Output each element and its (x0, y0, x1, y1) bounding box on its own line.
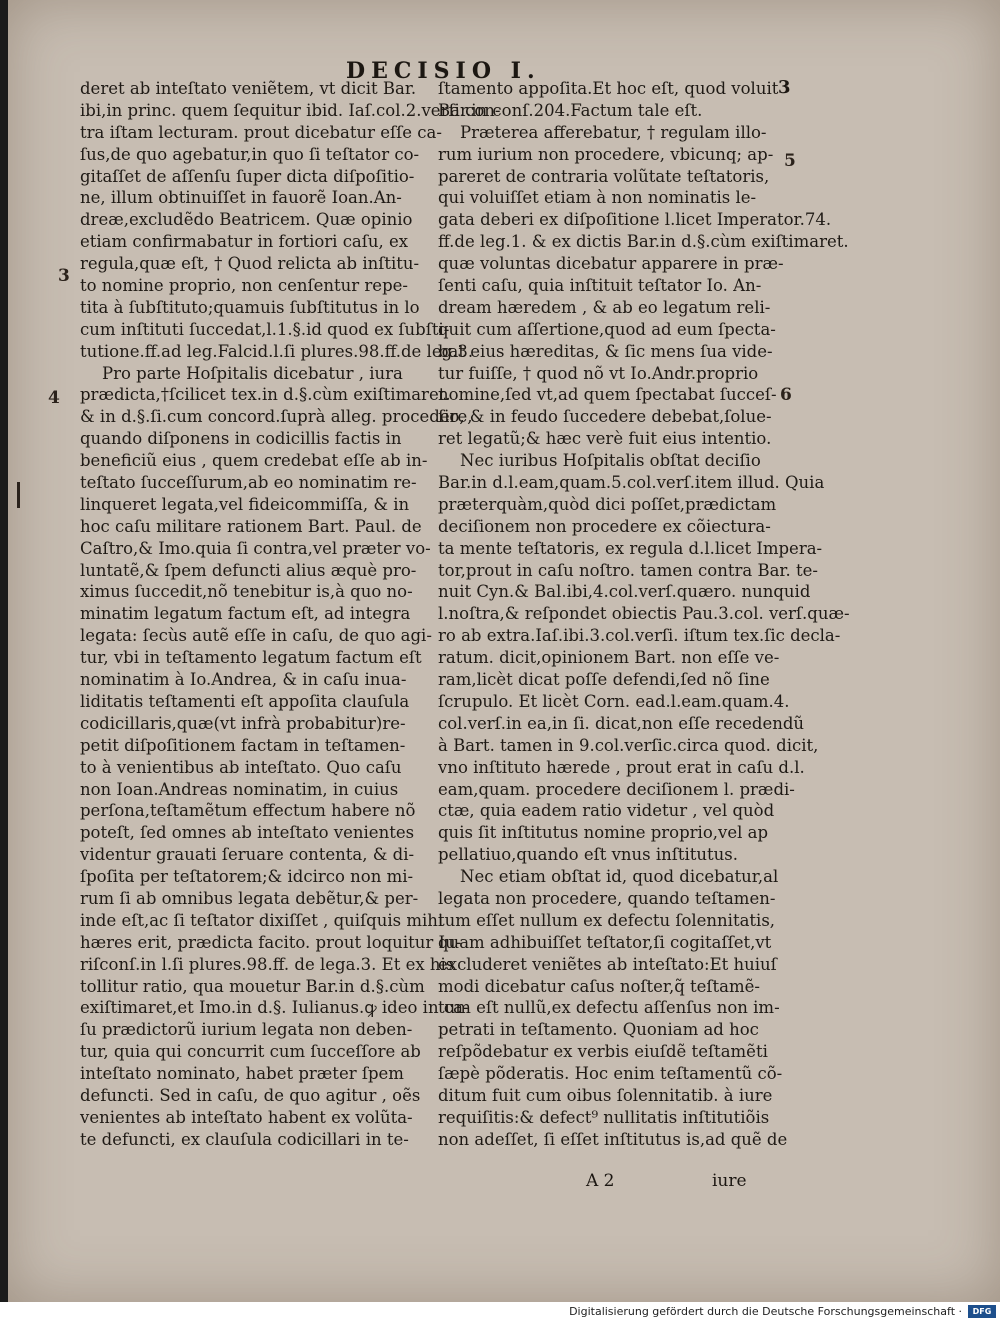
text-line: ximus ſuccedit,nõ tenebitur is,à quo no- (80, 582, 413, 602)
text-line: beneficiũ eius , quem credebat eſſe ab in- (80, 451, 428, 471)
text-line: ratum. dicit,opinionem Bart. non eſſe ve- (438, 648, 780, 668)
text-line: ſcrupulo. Et licèt Corn. ead.l.eam.quam.4. (438, 691, 790, 711)
text-line: ne, illum obtinuiſſet in fauorẽ Ioan.An- (80, 188, 402, 208)
text-line: tra iſtam lecturam. prout dicebatur eſſe ca- (80, 122, 442, 142)
text-line: ro ab extra.Iaſ.ibi.3.col.verſi. iſtum tex.ſic decla- (438, 626, 841, 646)
text-line: tur, vbi in teſtamento legatum factum eſt (80, 648, 422, 668)
page-edge-mark (17, 482, 20, 508)
text-line: nominatim à Io.Andrea, & in caſu inua- (80, 670, 407, 690)
signature-mark: A 2 (586, 1171, 615, 1191)
digitization-footer (0, 1302, 1000, 1321)
text-line: liditatis teſtamenti eſt appoſita clauſula (80, 691, 410, 711)
text-line: petrati in teſtamento. Quoniam ad hoc (438, 1020, 759, 1040)
text-line: tum eſſet nullum ex defectu ſolennitatis, (438, 910, 776, 930)
text-line: legata non procedere, quando teſtamen- (438, 888, 776, 908)
text-line: tollitur ratio, qua mouetur Bar.in d.§.cùm (80, 976, 425, 996)
text-line: inde eſt,ac ſi teſtator dixiſſet , quiſquis mihi (80, 910, 444, 930)
text-line: col.verſ.in ea,in ſi. dicat,non eſſe recedendũ (438, 713, 805, 733)
text-line: eam,quam. procedere deciſionem l. prædi- (438, 779, 795, 799)
text-line: ſu prædictorũ iurium legata non deben- (80, 1020, 413, 1040)
text-line: ret legatũ;& hæc verè fuit eius intentio. (438, 429, 772, 449)
funding-notice: Digitalisierung gefördert durch die Deutsche Forschungsgemeinschaft · (569, 1305, 962, 1318)
text-line: quit cum aſſertione,quod ad eum ſpecta- (438, 319, 776, 339)
text-line: excluderet veniẽtes ab inteſtato:Et huiuſ (438, 954, 777, 974)
text-line: exiſtimaret,et Imo.in d.§. Iulianus.ꝙ ideo in ca- (80, 998, 469, 1018)
text-line: legata: ſecùs autẽ eſſe in caſu, de quo agi- (80, 626, 432, 646)
text-line: pareret de contraria volũtate teſtatoris, (438, 166, 770, 186)
text-line: te defuncti, ex clauſula codicillari in te- (80, 1129, 409, 1149)
text-line: ibi,in princ. quem ſequitur ibid. Iaſ.col.2.verſi.con- (80, 100, 501, 120)
text-line: reſpõdebatur ex verbis eiuſdẽ teſtamẽti (438, 1042, 768, 1062)
text-line: videntur grauati ſeruare contenta, & di- (80, 845, 415, 865)
text-line: rum ſi ab omnibus legata debẽtur,& per- (80, 888, 419, 908)
text-line: non Ioan.Andreas nominatim, in cuius (80, 779, 399, 799)
text-line: præterquàm,quòd dici poſſet,prædictam (438, 494, 777, 514)
text-line: modi dicebatur caſus noſter,q̃ teſtamẽ- (438, 976, 760, 996)
text-line: ſæpè põderatis. Hoc enim teſtamentũ cõ- (438, 1064, 783, 1084)
folio-number: 3 (778, 77, 791, 98)
text-line: to à venientibus ab inteſtato. Quo caſu (80, 757, 402, 777)
text-line: dreæ,excludẽdo Beatricem. Quæ opinio (80, 210, 413, 230)
margin-note-3: 3 (58, 266, 70, 286)
text-line: Bar.in d.l.eam,quam.5.col.verſ.item illud. Quia (438, 473, 825, 493)
text-line: teſtato ſucceſſurum,ab eo nominatim re- (80, 473, 417, 493)
text-line: bat eius hæreditas, & ſic mens ſua vide- (438, 341, 773, 361)
text-line: tor,prout in caſu noſtro. tamen contra Bar. te- (438, 560, 818, 580)
text-line: l.noſtra,& reſpondet obiectis Pau.3.col. verſ.quæ- (438, 604, 850, 624)
text-line: ta mente teſtatoris, ex regula d.l.licet Impera- (438, 538, 823, 558)
text-line: ſenti caſu, quia inſtituit teſtator Io. An- (438, 276, 762, 296)
text-line: quæ voluntas dicebatur apparere in præ- (438, 254, 784, 274)
text-line: poteſt, ſed omnes ab inteſtato venientes (80, 823, 415, 843)
text-line: tum eſt nullũ,ex defectu aſſenſus non im- (438, 998, 780, 1018)
running-header: DECISIO I. (346, 58, 541, 84)
text-line: tita à ſubſtituto;quamuis ſubſtitutus in lo (80, 297, 420, 317)
text-line: gata deberi ex diſpoſitione l.licet Imperator.74. (438, 210, 832, 230)
text-line: hæres erit, prædicta facito. prout loquitur Iu- (80, 932, 462, 952)
text-line: tur fuiſſe, † quod nõ vt Io.Andr.proprio (438, 363, 759, 383)
text-line: codicillaris,quæ(vt infrà probabitur)re- (80, 713, 406, 733)
text-line: non adeſſet, ſi eſſet inſtitutus is,ad quẽ de (438, 1129, 788, 1149)
text-line: hoc caſu militare rationem Bart. Paul. de (80, 516, 422, 536)
text-line: venientes ab inteſtato habent ex volũta- (80, 1107, 413, 1127)
text-line: cum inſtituti ſuccedat,l.1.§.id quod ex ſubſti- (80, 319, 450, 339)
text-line: ram,licèt dicat poſſe defendi,ſed nõ ſine (438, 670, 770, 690)
text-line: ſio, & in feudo ſuccedere debebat,ſolue- (438, 407, 772, 427)
text-line: inteſtato nominato, habet præter ſpem (80, 1064, 404, 1084)
text-line: Præterea afferebatur, † regulam illo- (460, 122, 767, 142)
text-line: prædicta,†ſcilicet tex.in d.§.cùm exiſtimaret. (80, 385, 451, 405)
text-line: à Bart. tamen in 9.col.verſic.circa quod. dicit, (438, 735, 819, 755)
text-line: dream hæredem , & ab eo legatum reli- (438, 297, 771, 317)
right-text-column (438, 78, 850, 1151)
text-line: ditum fuit cum oibus ſolennitatib. à iure (438, 1085, 773, 1105)
text-line: nomine,ſed vt,ad quem ſpectabat ſucceſ- (438, 385, 777, 405)
text-line: deret ab inteſtato veniẽtem, vt dicit Bar. (80, 79, 417, 98)
text-line: vno inſtituto hærede , prout erat in caſu d.l. (438, 757, 805, 777)
text-line: ſtamento appoſita.Et hoc eſt, quod voluit (438, 79, 779, 98)
text-line: requiſitis:& defect⁹ nullitatis inſtitutiõis (438, 1107, 770, 1127)
text-line: Bar.in conſ.204.Factum tale eſt. (438, 100, 703, 120)
text-line: linqueret legata,vel fideicommiſſa, & in (80, 494, 410, 514)
text-line: petit diſpoſitionem factam in teſtamen- (80, 735, 406, 755)
text-line: nuit Cyn.& Bal.ibi,4.col.verſ.quæro. nunquid (438, 582, 811, 602)
text-line: tur, quia qui concurrit cum ſucceſſore ab (80, 1042, 421, 1062)
text-line: etiam confirmabatur in fortiori caſu, ex (80, 232, 409, 252)
catchword: iure (712, 1171, 747, 1191)
text-line: quando diſponens in codicillis factis in (80, 429, 402, 449)
text-line: Nec iuribus Hoſpitalis obſtat deciſio (460, 451, 761, 471)
text-line: Pro parte Hoſpitalis dicebatur , iura (102, 363, 403, 383)
text-line: defuncti. Sed in caſu, de quo agitur , oẽs (80, 1085, 421, 1105)
text-line: Caſtro,& Imo.quia ſi contra,vel præter vo- (80, 538, 431, 558)
text-line: riſconſ.in l.ſi plures.98.ff. de lega.3. Et ex his (80, 954, 455, 974)
text-line: ff.de leg.1. & ex dictis Bar.in d.§.cùm exiſtimaret. (438, 232, 849, 252)
text-line: regula,quæ eſt, † Quod relicta ab inſtitu- (80, 254, 420, 274)
text-line: ctæ, quia eadem ratio videtur , vel quòd (438, 801, 775, 821)
margin-note-6: 6 (780, 385, 792, 405)
text-line: deciſionem non procedere ex cõiectura- (438, 516, 771, 536)
text-line: tutione.ff.ad leg.Falcid.l.ſi plures.98.ff.de leg.3. (80, 341, 474, 361)
text-line: & in d.§.ſi.cum concord.ſuprà alleg. procedere, (80, 407, 473, 427)
text-line: ſus,de quo agebatur,in quo ſi teſtator co- (80, 144, 420, 164)
text-line: minatim legatum factum eſt, ad integra (80, 604, 411, 624)
text-line: quam adhibuiſſet teſtator,ſi cogitaſſet,vt (438, 932, 772, 952)
text-line: Nec etiam obſtat id, quod dicebatur,al (460, 867, 779, 887)
text-line: perſona,teſtamẽtum effectum habere nõ (80, 801, 416, 821)
book-page (8, 0, 1000, 1302)
text-line: to nomine proprio, non cenſentur repe- (80, 276, 408, 296)
dfg-logo-icon: DFG (968, 1305, 996, 1318)
margin-note-5: 5 (784, 151, 796, 171)
margin-note-4: 4 (48, 388, 60, 408)
text-line: pellatiuo,quando eſt vnus inſtitutus. (438, 845, 739, 865)
text-line: ſpoſita per teſtatorem;& idcirco non mi- (80, 867, 414, 887)
text-line: rum iurium non procedere, vbicunq; ap- (438, 144, 774, 164)
text-line: gitaſſet de aſſenſu ſuper dicta diſpoſitio- (80, 166, 415, 186)
text-line: luntatẽ,& ſpem defuncti alius æquè pro- (80, 560, 417, 580)
text-line: qui voluiſſet etiam à non nominatis le- (438, 188, 757, 208)
text-line: quis ſit inſtitutus nomine proprio,vel ap (438, 823, 768, 843)
left-text-column (80, 78, 501, 1151)
